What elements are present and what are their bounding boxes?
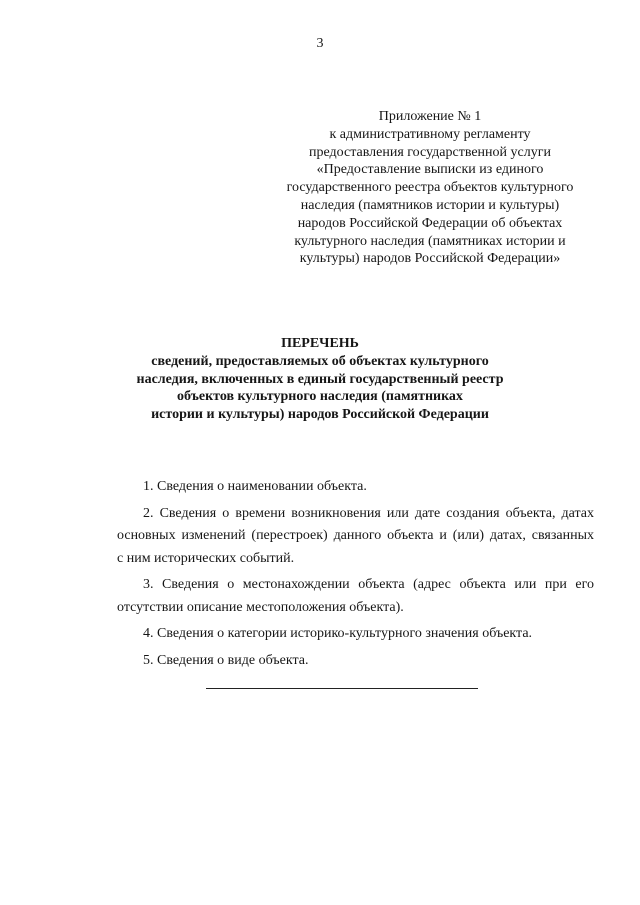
list-item <box>117 476 594 499</box>
appendix-line: государственного реестра объектов культурного <box>286 180 574 196</box>
list-item-line: 2. Сведения о времени возникновения или дате создания объекта, датах <box>143 505 594 521</box>
list-item <box>117 574 594 619</box>
appendix-line: народов Российской Федерации об объектах <box>297 215 563 231</box>
appendix-line: предоставления государственной услуги <box>309 144 551 160</box>
title-heading: ПЕРЕЧЕНЬ <box>281 336 359 351</box>
closing-rule <box>206 688 478 689</box>
list-item-line: основных изменений (перестроек) данного объекта и (или) датах, связанных <box>117 528 594 543</box>
appendix-line: наследия (памятников истории и культуры) <box>300 197 560 213</box>
list-item-line: 5. Сведения о виде объекта. <box>143 652 309 668</box>
appendix-line: культурного наследия (памятниках истории и <box>294 233 566 249</box>
document-title <box>120 335 520 424</box>
list-item-line: 4. Сведения о категории историко-культурного значения объекта. <box>143 626 533 641</box>
list-item <box>117 650 594 673</box>
list-item-line: с ним исторических событий. <box>117 550 295 566</box>
list-item-line: отсутствии описание местоположения объекта). <box>117 599 404 615</box>
title-line: истории и культуры) народов Российской Федерации <box>151 407 489 423</box>
title-line: объектов культурного наследия (памятниках <box>177 389 463 405</box>
list-item <box>117 623 594 646</box>
info-list <box>117 476 594 676</box>
appendix-line: «Предоставление выписки из единого <box>316 162 544 178</box>
list-item <box>117 503 594 571</box>
appendix-line: Приложение № 1 <box>378 109 482 124</box>
page-number: 3 <box>316 36 324 51</box>
appendix-line: культуры) народов Российской Федерации» <box>299 251 561 267</box>
list-item-line: 3. Сведения о местонахождении объекта (адрес объекта или при его <box>143 577 594 592</box>
appendix-line: к административному регламенту <box>329 126 531 142</box>
title-line: сведений, предоставляемых об объектах культурного <box>151 353 489 369</box>
appendix-header <box>262 108 598 268</box>
title-line: наследия, включенных в единый государственный реестр <box>136 371 504 387</box>
list-item-line: 1. Сведения о наименовании объекта. <box>143 479 367 494</box>
